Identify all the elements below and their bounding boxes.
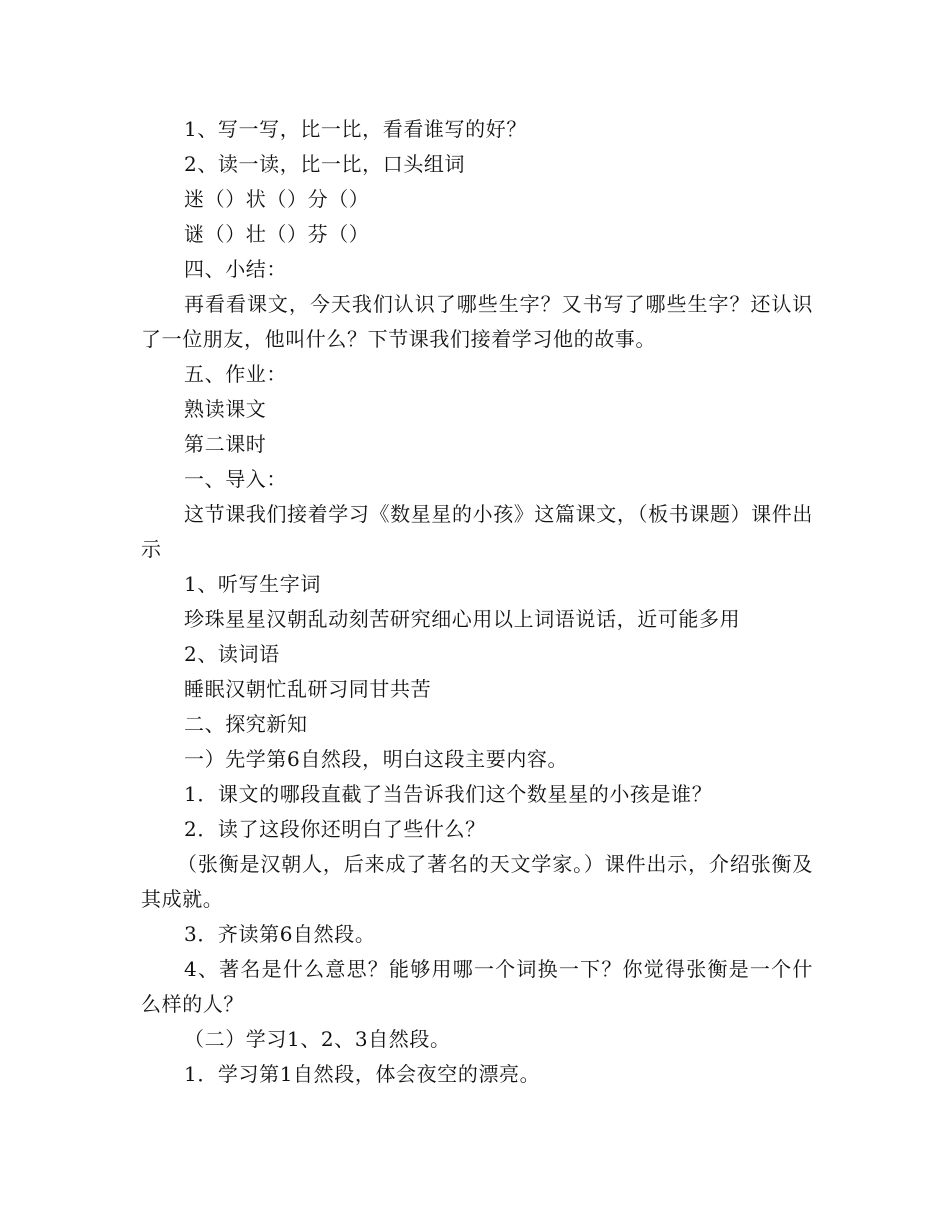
text-line: 1．学习第1自然段，体会夜空的漂亮。 <box>184 1062 541 1086</box>
text-line: 2、读词语 <box>184 642 280 666</box>
paragraph: 这节课我们接着学习《数星星的小孩》这篇课文，（板书课题）课件出示 <box>141 502 813 561</box>
text-line: 2．读了这段你还明白了些什么？ <box>184 817 486 841</box>
text-line: 熟读课文 <box>184 397 267 421</box>
section-heading: 二、探究新知 <box>184 712 308 736</box>
text-line: 1．课文的哪段直截了当告诉我们这个数星星的小孩是谁？ <box>184 782 713 806</box>
text-line: 2、读一读，比一比，口头组词 <box>184 152 466 176</box>
paragraph: （张衡是汉朝人，后来成了著名的天文学家。）课件出示，介绍张衡及其成就。 <box>141 852 813 911</box>
text-line: （二）学习1、2、3自然段。 <box>184 1027 451 1051</box>
text-line: 1、听写生字词 <box>184 572 321 596</box>
paragraph: 4、著名是什么意思？能够用哪一个词换一下？你觉得张衡是一个什么样的人？ <box>141 957 813 1016</box>
text-line: 睡眠汉朝忙乱研习同甘共苦 <box>184 677 432 701</box>
text-line: 一）先学第6自然段，明白这段主要内容。 <box>184 747 569 771</box>
text-line: 1、写一写，比一比，看看谁写的好？ <box>184 117 527 141</box>
document-body <box>141 112 813 1092</box>
lesson-heading: 第二课时 <box>184 432 267 456</box>
paragraph: 再看看课文，今天我们认识了哪些生字？又书写了哪些生字？还认识了一位朋友，他叫什么？下节课我们接着学习他的故事。 <box>141 292 813 351</box>
section-heading: 五、作业： <box>184 362 287 386</box>
text-line: 3．齐读第6自然段。 <box>184 922 376 946</box>
section-heading: 一、导入： <box>184 467 287 491</box>
section-heading: 四、小结： <box>184 257 287 281</box>
text-line: 珍珠星星汉朝乱动刻苦研究细心用以上词语说话，近可能多用 <box>184 607 741 631</box>
text-line: 谜（）壮（）芬（） <box>184 222 370 246</box>
text-line: 迷（）状（）分（） <box>184 187 370 211</box>
